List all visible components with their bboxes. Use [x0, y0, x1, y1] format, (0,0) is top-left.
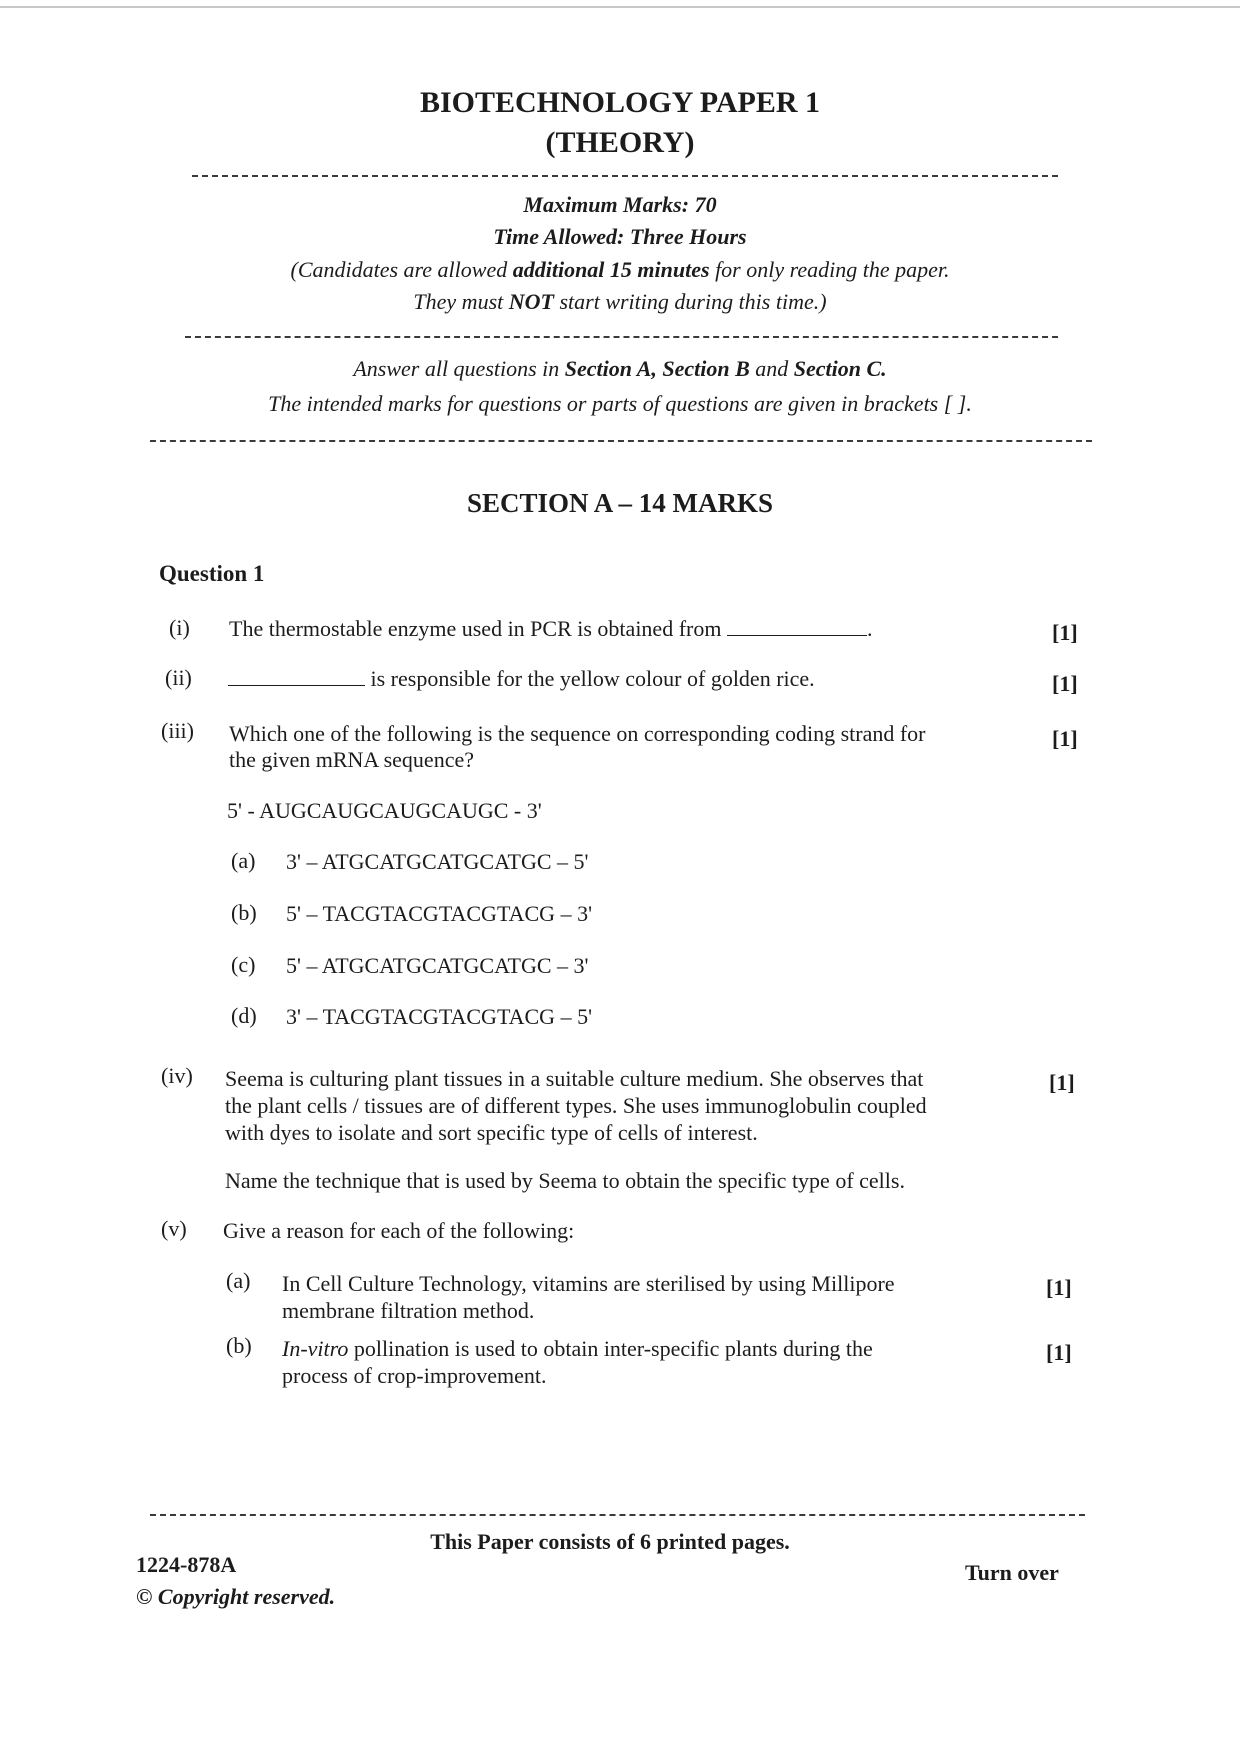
option-a-text: 3' – ATGCATGCATGCATGC – 5' [286, 849, 589, 874]
option-d-text: 3' – TACGTACGTACGTACG – 5' [286, 1004, 593, 1029]
copyright-note: © Copyright reserved. [136, 1584, 336, 1609]
maximum-marks: Maximum Marks: 70 [523, 192, 717, 217]
divider-3 [150, 440, 1092, 442]
divider-1 [192, 175, 1058, 177]
part-ii-number: (ii) [165, 665, 192, 690]
part-iv-line-3: with dyes to isolate and sort specific type of cells of interest. [225, 1120, 758, 1145]
part-iv-line-1: Seema is culturing plant tissues in a suitable culture medium. She observes that [225, 1066, 924, 1091]
part-v-a-line-2: membrane filtration method. [282, 1298, 535, 1323]
part-v-b-line-1: In-vitro pollination is used to obtain inter-specific plants during the [282, 1336, 873, 1361]
page-top-edge [0, 6, 1240, 8]
part-i-mark: [1] [1052, 620, 1078, 645]
part-iv-line-2: the plant cells / tissues are of different types. She uses immunoglobulin coupled [225, 1093, 927, 1118]
answer-blank [727, 617, 867, 636]
part-v-number: (v) [161, 1216, 187, 1241]
part-iii-line-1: Which one of the following is the sequence on corresponding coding strand for [229, 721, 926, 746]
part-v-a-line-1: In Cell Culture Technology, vitamins are sterilised by using Millipore [282, 1271, 895, 1296]
no-writing-note: They must NOT start writing during this time.) [413, 289, 827, 314]
part-iii-number: (iii) [161, 718, 194, 743]
paper-title: BIOTECHNOLOGY PAPER 1 [419, 86, 821, 119]
part-ii-text: is responsible for the yellow colour of golden rice. [228, 665, 815, 692]
part-v-b-label: (b) [226, 1333, 252, 1358]
option-c-text: 5' – ATGCATGCATGCATGC – 3' [286, 953, 589, 978]
instructions-line-2: The intended marks for questions or parts of questions are given in brackets [ ]. [268, 391, 972, 416]
mrna-sequence: 5' - AUGCAUGCAUGCAUGC - 3' [227, 798, 542, 823]
part-v-b-line-2: process of crop-improvement. [282, 1363, 547, 1388]
instructions-line-1: Answer all questions in Section A, Section B and Section C. [353, 356, 887, 381]
part-v-a-mark: [1] [1046, 1275, 1072, 1300]
turn-over-label: Turn over [965, 1560, 1059, 1585]
footer-divider [150, 1514, 1085, 1516]
part-iv-question: Name the technique that is used by Seema to obtain the specific type of cells. [225, 1168, 905, 1193]
time-allowed: Time Allowed: Three Hours [493, 224, 747, 249]
option-b-text: 5' – TACGTACGTACGTACG – 3' [286, 901, 593, 926]
reading-time-note: (Candidates are allowed additional 15 minutes for only reading the paper. [290, 257, 950, 282]
part-v-text: Give a reason for each of the following: [223, 1218, 575, 1243]
option-b-label: (b) [231, 900, 257, 925]
divider-2 [185, 336, 1058, 338]
part-i-number: (i) [169, 615, 190, 640]
part-iv-mark: [1] [1049, 1070, 1075, 1095]
page-count-note: This Paper consists of 6 printed pages. [430, 1529, 790, 1554]
option-c-label: (c) [231, 952, 256, 977]
part-iii-line-2: the given mRNA sequence? [229, 747, 474, 772]
part-ii-mark: [1] [1052, 671, 1078, 696]
section-a-title: SECTION A – 14 MARKS [466, 488, 774, 518]
part-i-text: The thermostable enzyme used in PCR is obtained from . [229, 616, 873, 641]
part-v-a-label: (a) [226, 1268, 251, 1293]
option-d-label: (d) [231, 1003, 257, 1028]
paper-subtitle: (THEORY) [545, 126, 695, 159]
part-v-b-mark: [1] [1046, 1340, 1072, 1365]
option-a-label: (a) [231, 848, 256, 873]
paper-code: 1224-878A [136, 1552, 237, 1577]
question-1-label: Question 1 [159, 561, 265, 586]
part-iv-number: (iv) [161, 1063, 193, 1088]
answer-blank [228, 667, 365, 686]
part-iii-mark: [1] [1052, 726, 1078, 751]
